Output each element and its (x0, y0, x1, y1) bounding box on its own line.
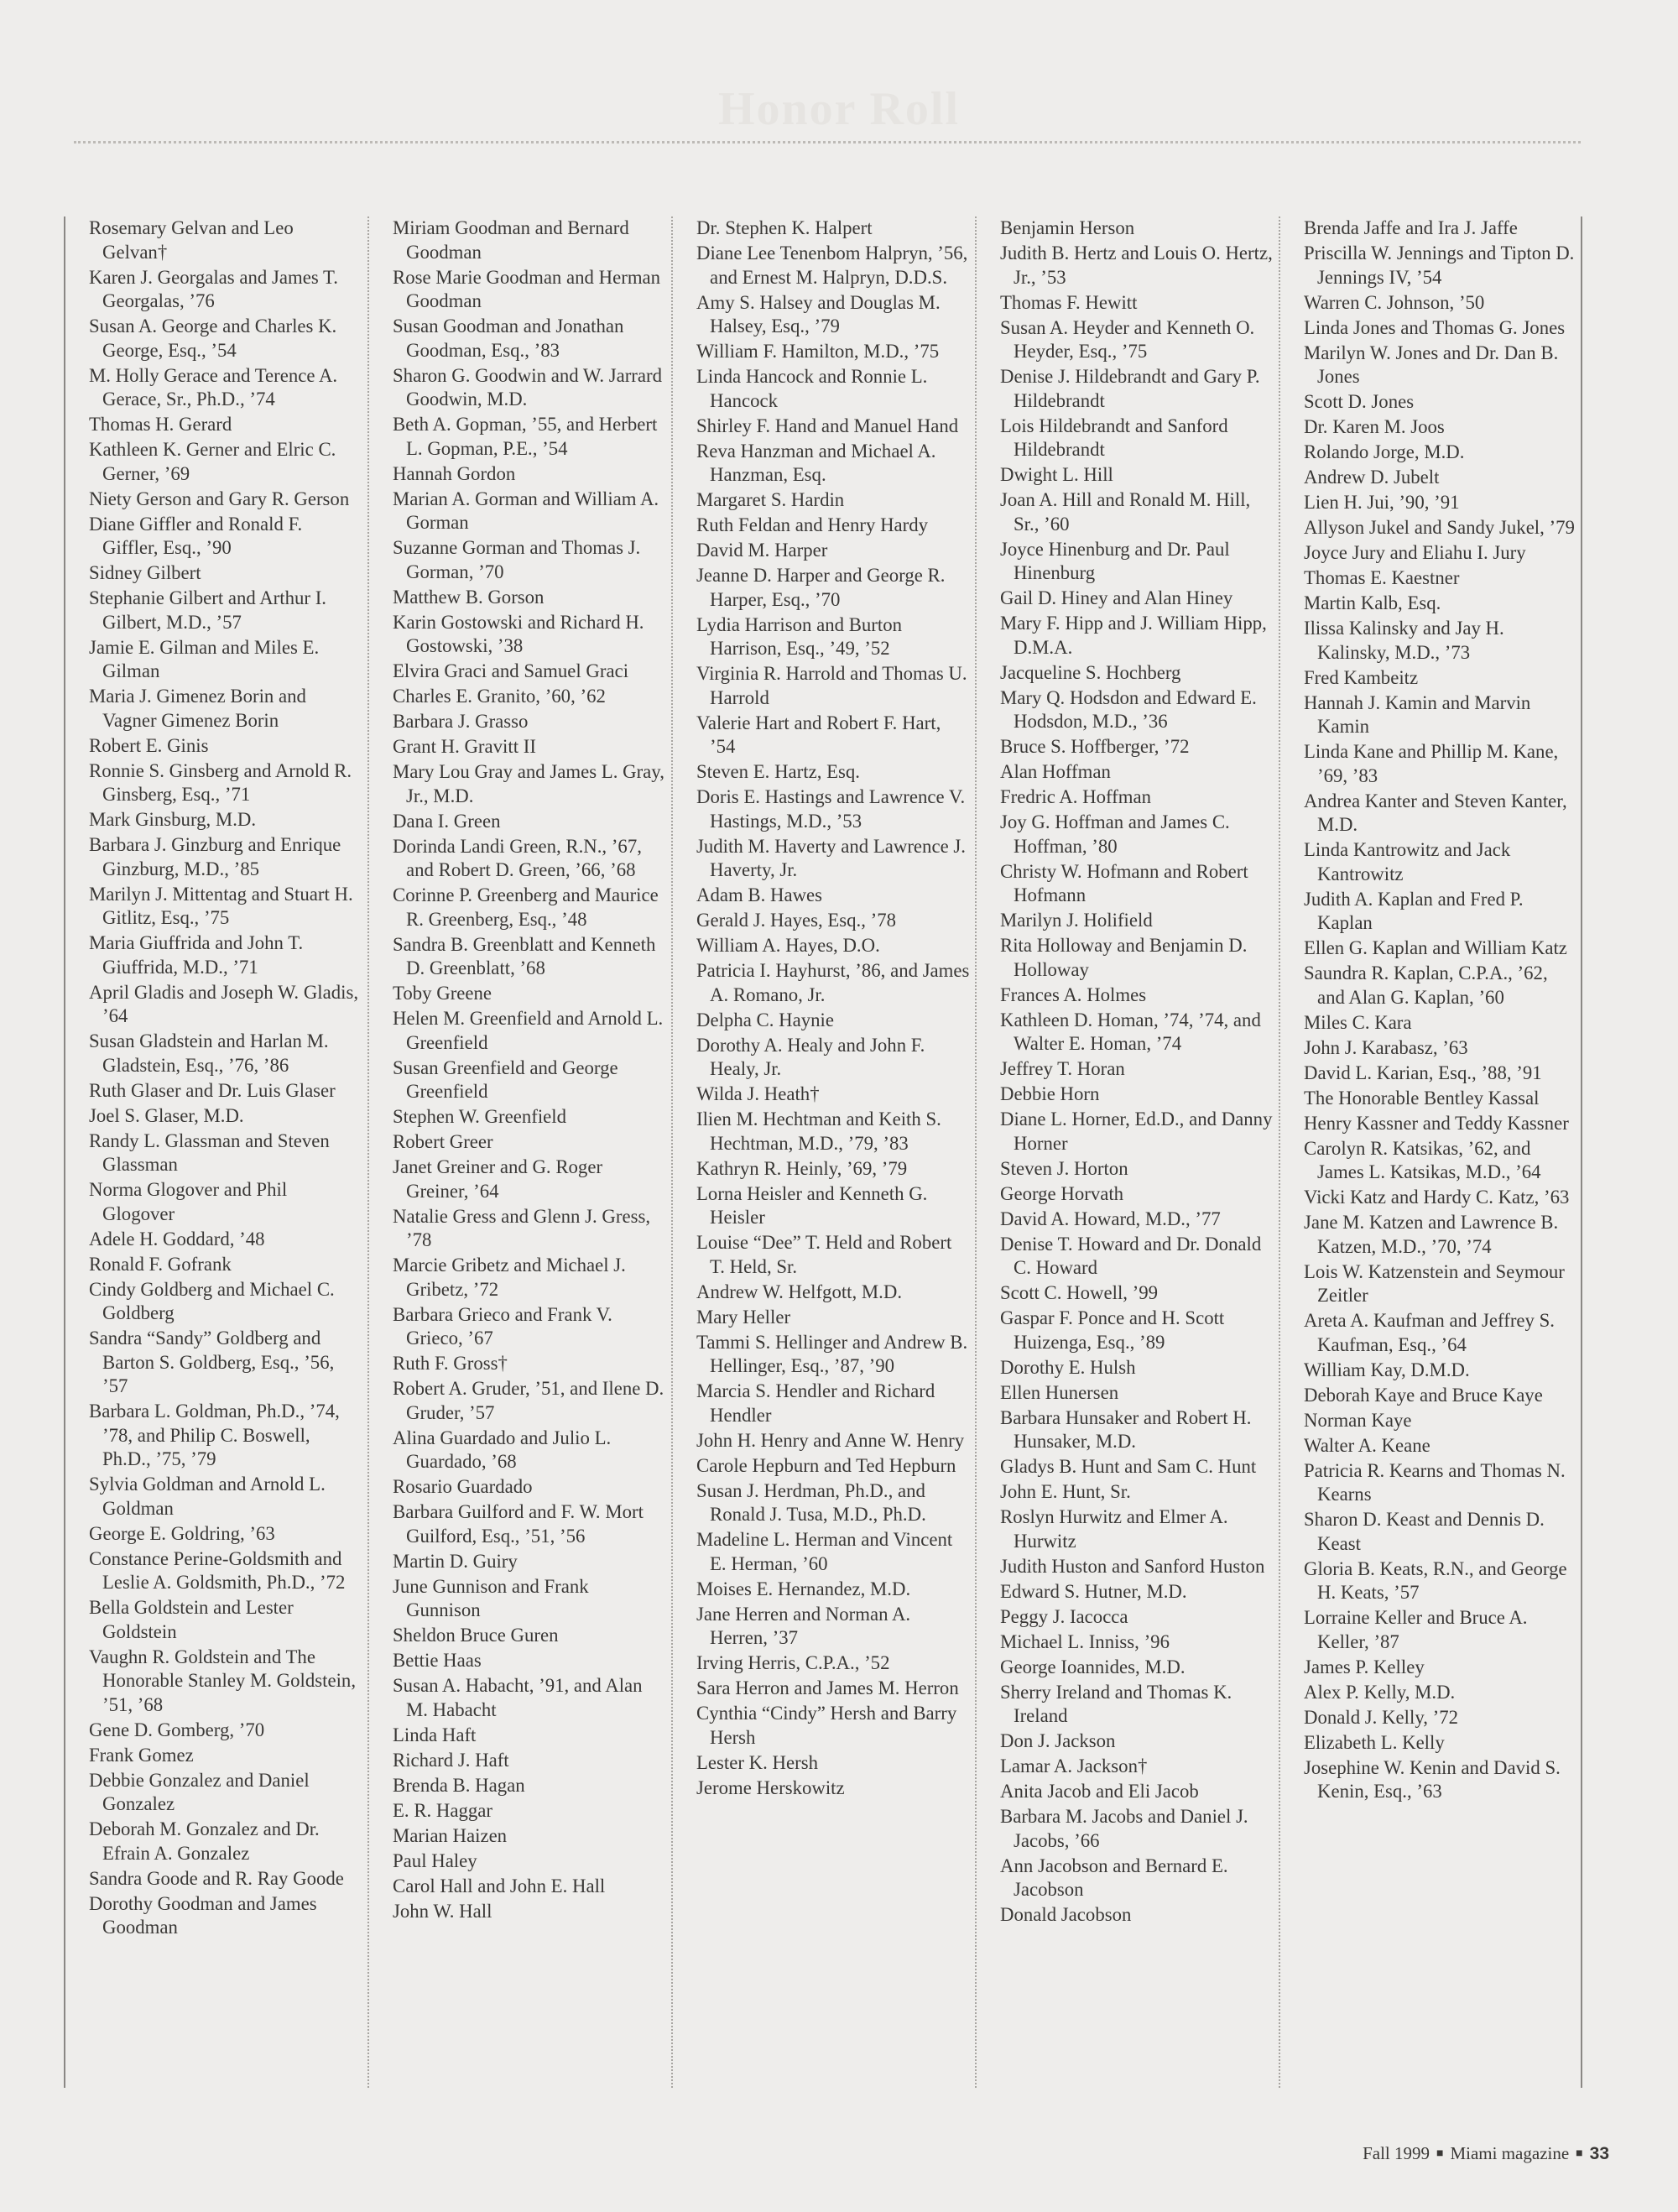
donor-entry: Adam B. Hawes (696, 884, 823, 905)
donor-entry: Susan A. George and Charles K. George, Esq., ’54 (89, 316, 337, 361)
donor-entry: Kathleen D. Homan, ’74, ’74, and Walter E. Homan, ’74 (1000, 1009, 1261, 1054)
donor-entry: Barbara J. Grasso (393, 711, 529, 732)
donor-entry: Doris E. Hastings and Lawrence V. Hastings, M.D., ’53 (696, 786, 966, 832)
donor-entry: Sandra B. Greenblatt and Kenneth D. Greenblatt, ’68 (393, 933, 656, 978)
donor-entry: Marcia S. Hendler and Richard Hendler (696, 1380, 935, 1426)
donor-entry: Susan Greenfield and George Greenfield (393, 1056, 618, 1102)
donor-entry: Judith A. Kaplan and Fred P. Kaplan (1304, 888, 1524, 933)
donor-entry: Ann Jacobson and Bernard E. Jacobson (1000, 1855, 1228, 1900)
donor-entry: Dorinda Landi Green, R.N., ’67, and Robert D. Green, ’66, ’68 (393, 835, 642, 880)
donor-entry: John W. Hall (393, 1900, 492, 1922)
donor-entry: Brenda Jaffe and Ira J. Jaffe (1304, 217, 1518, 238)
donor-entry: E. R. Haggar (393, 1799, 493, 1821)
donor-entry: Shirley F. Hand and Manuel Hand (696, 415, 959, 436)
donor-column-3 (671, 217, 975, 2088)
donor-entry: Denise J. Hildebrandt and Gary P. Hildebrandt (1000, 366, 1260, 411)
donor-column-4 (975, 217, 1279, 2088)
donor-entry: Susan J. Herdman, Ph.D., and Ronald J. Tusa, M.D., Ph.D. (696, 1479, 926, 1525)
donor-entry: Henry Kassner and Teddy Kassner (1304, 1112, 1569, 1134)
donor-entry: Dana I. Green (393, 810, 501, 832)
donor-entry: George Ioannides, M.D. (1000, 1656, 1186, 1677)
donor-entry: Amy S. Halsey and Douglas M. Halsey, Esq., ’79 (696, 291, 941, 336)
donor-entry: Marilyn J. Holifield (1000, 910, 1153, 931)
donor-entry: Carolyn R. Katsikas, ’62, and James L. Katsikas, M.D., ’64 (1304, 1137, 1541, 1182)
donor-entry: Andrea Kanter and Steven Kanter, M.D. (1304, 790, 1567, 835)
donor-entry: Mary Heller (696, 1306, 791, 1328)
donor-entry: Marcie Gribetz and Michael J. Gribetz, ’72 (393, 1255, 626, 1300)
donor-entry: Ellen G. Kaplan and William Katz (1304, 937, 1567, 958)
donor-entry: Steven J. Horton (1000, 1157, 1128, 1179)
donor-entry: Judith Huston and Sanford Huston (1000, 1555, 1265, 1577)
donor-entry: Cynthia “Cindy” Hersh and Barry Hersh (696, 1703, 957, 1748)
donor-entry: Randy L. Glassman and Steven Glassman (89, 1129, 330, 1175)
donor-entry: Moises E. Hernandez, M.D. (696, 1578, 911, 1599)
donor-entry: Walter A. Keane (1304, 1434, 1430, 1456)
donor-entry: Anita Jacob and Eli Jacob (1000, 1781, 1199, 1802)
donor-entry: Lois W. Katzenstein and Seymour Zeitler (1304, 1260, 1565, 1306)
donor-entry: Fred Kambeitz (1304, 666, 1419, 688)
donor-entry: Sandra “Sandy” Goldberg and Barton S. Goldberg, Esq., ’56, ’57 (89, 1328, 335, 1396)
donor-entry: Warren C. Johnson, ’50 (1304, 291, 1485, 313)
donor-entry: Diane Giffler and Ronald F. Giffler, Esq., ’90 (89, 513, 303, 558)
donor-entry: Sandra Goode and R. Ray Goode (89, 1867, 344, 1889)
donor-entry: Dr. Stephen K. Halpert (696, 217, 873, 238)
donor-entry: Grant H. Gravitt II (393, 736, 536, 757)
donor-entry: Gail D. Hiney and Alan Hiney (1000, 587, 1233, 608)
donor-entry: Scott C. Howell, ’99 (1000, 1282, 1159, 1303)
donor-entry: Gloria B. Keats, R.N., and George H. Keats, ’57 (1304, 1557, 1567, 1603)
donor-entry: April Gladis and Joseph W. Gladis, ’64 (89, 981, 359, 1026)
donor-entry: Helen M. Greenfield and Arnold L. Greenfield (393, 1008, 664, 1053)
donor-entry: John J. Karabasz, ’63 (1304, 1036, 1468, 1058)
donor-entry: James P. Kelley (1304, 1656, 1425, 1677)
donor-entry: Lydia Harrison and Burton Harrison, Esq., ’49, ’52 (696, 613, 903, 659)
donor-entry: Elizabeth L. Kelly (1304, 1731, 1445, 1753)
donor-entry: Alan Hoffman (1000, 761, 1111, 782)
donor-entry: Constance Perine-Goldsmith and Leslie A. Goldsmith, Ph.D., ’72 (89, 1547, 346, 1593)
donor-entry: Joel S. Glaser, M.D. (89, 1104, 244, 1126)
donor-entry: Priscilla W. Jennings and Tipton D. Jennings IV, ’54 (1304, 243, 1575, 288)
donor-entry: Sherry Ireland and Thomas K. Ireland (1000, 1681, 1232, 1726)
donor-entry: Allyson Jukel and Sandy Jukel, ’79 (1304, 517, 1575, 538)
donor-entry: Sara Herron and James M. Herron (696, 1677, 959, 1698)
donor-entry: Barbara Guilford and F. W. Mort Guilford, Esq., ’51, ’56 (393, 1501, 644, 1547)
donor-entry: Ellen Hunersen (1000, 1381, 1119, 1403)
donor-entry: Ruth F. Gross† (393, 1353, 508, 1374)
donor-entry: Niety Gerson and Gary R. Gerson (89, 488, 350, 509)
donor-entry: Maria J. Gimenez Borin and Vagner Gimenez Borin (89, 686, 306, 731)
donor-entry: Gene D. Gomberg, ’70 (89, 1719, 265, 1740)
donor-entry: Adele H. Goddard, ’48 (89, 1228, 265, 1249)
donor-entry: Gladys B. Hunt and Sam C. Hunt (1000, 1456, 1257, 1477)
donor-entry: Jeanne D. Harper and George R. Harper, Esq., ’70 (696, 565, 946, 610)
footer-season: Fall 1999 (1363, 2143, 1430, 2163)
donor-entry: Linda Kane and Phillip M. Kane, ’69, ’83 (1304, 741, 1559, 786)
faded-header-bleed: Honor Roll (717, 83, 961, 135)
donor-entry: Scott D. Jones (1304, 391, 1415, 412)
donor-entry: Sheldon Bruce Guren (393, 1625, 559, 1646)
donor-entry: Rolando Jorge, M.D. (1304, 441, 1465, 462)
donor-entry: Carol Hall and John E. Hall (393, 1875, 606, 1896)
donor-entry: Louise “Dee” T. Held and Robert T. Held, Sr. (696, 1232, 952, 1277)
donor-entry: Wilda J. Heath† (696, 1083, 820, 1104)
donor-entry: Rosemary Gelvan and Leo Gelvan† (89, 217, 294, 263)
donor-column-2 (367, 217, 671, 2088)
donor-entry: Lamar A. Jackson† (1000, 1756, 1148, 1776)
donor-entry: Patricia I. Hayhurst, ’86, and James A. Romano, Jr. (696, 960, 970, 1005)
donor-entry: Barbara Hunsaker and Robert H. Hunsaker, M.D. (1000, 1406, 1252, 1452)
donor-entry: Richard J. Haft (393, 1749, 509, 1771)
donor-entry: Cindy Goldberg and Michael C. Goldberg (89, 1278, 335, 1323)
donor-entry: Joy G. Hoffman and James C. Hoffman, ’80 (1000, 811, 1230, 857)
donor-entry: Martin D. Guiry (393, 1550, 518, 1572)
donor-entry: William Kay, D.M.D. (1304, 1359, 1470, 1380)
donor-entry: Deborah Kaye and Bruce Kaye (1304, 1384, 1543, 1406)
page-number: 33 (1589, 2144, 1609, 2163)
donor-entry: Lorna Heisler and Kenneth G. Heisler (696, 1182, 928, 1228)
donor-entry: John H. Henry and Anne W. Henry (696, 1429, 965, 1451)
donor-entry: Areta A. Kaufman and Jeffrey S. Kaufman, Esq., ’64 (1304, 1310, 1556, 1355)
donor-entry: Dr. Karen M. Joos (1304, 416, 1445, 437)
donor-entry: Rosario Guardado (393, 1476, 533, 1497)
donor-entry: Jane M. Katzen and Lawrence B. Katzen, M.D., ’70, ’74 (1304, 1212, 1559, 1257)
donor-entry: Karin Gostowski and Richard H. Gostowski, ’38 (393, 611, 644, 656)
donor-entry: Alex P. Kelly, M.D. (1304, 1681, 1456, 1703)
donor-entry: Ruth Feldan and Henry Hardy (696, 514, 929, 535)
donor-entry: Miriam Goodman and Bernard Goodman (393, 217, 629, 263)
footer-magazine: Miami magazine (1450, 2143, 1570, 2163)
donor-entry: Carole Hepburn and Ted Hepburn (696, 1454, 956, 1476)
donor-entry: John E. Hunt, Sr. (1000, 1481, 1131, 1502)
donor-entry: Ronald F. Gofrank (89, 1253, 232, 1275)
footer-bullet: ■ (1436, 2147, 1444, 2160)
donor-entry: Thomas F. Hewitt (1000, 291, 1138, 313)
donor-entry: Marian Haizen (393, 1824, 508, 1846)
donor-entry: Barbara Grieco and Frank V. Grieco, ’67 (393, 1303, 612, 1349)
donor-entry: Gerald J. Hayes, Esq., ’78 (696, 910, 897, 931)
donor-entry: Miles C. Kara (1304, 1011, 1412, 1033)
donor-entry: Janet Greiner and G. Roger Greiner, ’64 (393, 1156, 603, 1202)
donor-entry: Norman Kaye (1304, 1409, 1412, 1431)
donor-entry: Debbie Horn (1000, 1083, 1100, 1104)
donor-entry: Hannah Gordon (393, 462, 516, 484)
donor-entry: Linda Kantrowitz and Jack Kantrowitz (1304, 839, 1511, 884)
donor-entry: Robert A. Gruder, ’51, and Ilene D. Gruder, ’57 (393, 1378, 664, 1423)
donor-entry: George Horvath (1000, 1182, 1124, 1204)
donor-entry: Madeline L. Herman and Vincent E. Herman, ’60 (696, 1529, 953, 1574)
donor-entry: Denise T. Howard and Dr. Donald C. Howard (1000, 1233, 1262, 1278)
donor-entry: Sharon G. Goodwin and W. Jarrard Goodwin, M.D. (393, 364, 663, 410)
donor-entry: Paul Haley (393, 1849, 477, 1871)
donor-entry: Dorothy A. Healy and John F. Healy, Jr. (696, 1034, 925, 1079)
donor-entry: Debbie Gonzalez and Daniel Gonzalez (89, 1769, 310, 1814)
donor-entry: Joyce Jury and Eliahu I. Jury (1304, 542, 1526, 563)
donor-entry: Martin Kalb, Esq. (1304, 592, 1441, 613)
donor-entry: David M. Harper (696, 540, 828, 561)
donor-entry: Patricia R. Kearns and Thomas N. Kearns (1304, 1459, 1566, 1505)
donor-entry: Hannah J. Kamin and Marvin Kamin (1304, 691, 1531, 737)
donor-entry: June Gunnison and Frank Gunnison (393, 1575, 589, 1620)
donor-entry: Frank Gomez (89, 1744, 194, 1766)
donor-entry: Bettie Haas (393, 1650, 482, 1671)
donor-entry: Mary F. Hipp and J. William Hipp, D.M.A. (1000, 613, 1267, 658)
donor-entry: Barbara L. Goldman, Ph.D., ’74, ’78, and Philip C. Boswell, Ph.D., ’75, ’79 (89, 1401, 340, 1469)
donor-entry: Marian A. Gorman and William A. Gorman (393, 488, 659, 533)
donor-entry: Jacqueline S. Hochberg (1000, 661, 1181, 683)
donor-entry: Deborah M. Gonzalez and Dr. Efrain A. Gonzalez (89, 1818, 320, 1864)
donor-entry: Karen J. Georgalas and James T. Georgalas, ’76 (89, 266, 338, 311)
donor-entry: Benjamin Herson (1000, 217, 1135, 238)
donor-entry: Linda Hancock and Ronnie L. Hancock (696, 366, 928, 411)
donor-entry: Virginia R. Harrold and Thomas U. Harrold (696, 663, 967, 708)
donor-entry: Ilien M. Hechtman and Keith S. Hechtman, M.D., ’79, ’83 (696, 1109, 941, 1154)
donor-entry: Norma Glogover and Phil Glogover (89, 1179, 288, 1224)
donor-entry: Stephen W. Greenfield (393, 1106, 567, 1127)
donor-entry: M. Holly Gerace and Terence A. Gerace, Sr., Ph.D., ’74 (89, 364, 338, 410)
donor-entry: Dwight L. Hill (1000, 464, 1113, 485)
donor-entry: Donald J. Kelly, ’72 (1304, 1706, 1459, 1728)
donor-entry: Vicki Katz and Hardy C. Katz, ’63 (1304, 1187, 1570, 1208)
donor-entry: Charles E. Granito, ’60, ’62 (393, 686, 606, 707)
donor-entry: Lester K. Hersh (696, 1751, 818, 1773)
donor-entry: Susan A. Heyder and Kenneth O. Heyder, Esq., ’75 (1000, 316, 1255, 362)
donor-entry: Barbara M. Jacobs and Daniel J. Jacobs, ’66 (1000, 1806, 1248, 1851)
donor-entry: Dorothy E. Hulsh (1000, 1356, 1136, 1378)
donor-entry: Robert Greer (393, 1131, 493, 1152)
donor-entry: Ruth Glaser and Dr. Luis Glaser (89, 1079, 336, 1101)
donor-entry: David L. Karian, Esq., ’88, ’91 (1304, 1062, 1542, 1083)
donor-entry: Andrew D. Jubelt (1304, 467, 1440, 488)
donor-entry: Edward S. Hutner, M.D. (1000, 1580, 1187, 1602)
donor-entry: Corinne P. Greenberg and Maurice R. Greenberg, Esq., ’48 (393, 884, 659, 930)
donor-entry: Valerie Hart and Robert F. Hart, ’54 (696, 712, 941, 757)
donor-entry: Diane Lee Tenenbom Halpryn, ’56, and Ernest M. Halpryn, D.D.S. (696, 243, 968, 288)
donor-entry: Toby Greene (393, 983, 492, 1004)
donor-entry: Rose Marie Goodman and Herman Goodman (393, 266, 661, 311)
donor-entry: Mary Lou Gray and James L. Gray, Jr., M.D. (393, 761, 664, 806)
donor-entry: Lois Hildebrandt and Sanford Hildebrandt (1000, 415, 1228, 460)
donor-entry: Elvira Graci and Samuel Graci (393, 660, 629, 681)
page-footer (1363, 2143, 1609, 2164)
donor-entry: Peggy J. Iacocca (1000, 1605, 1128, 1627)
donor-entry: Reva Hanzman and Michael A. Hanzman, Esq. (696, 440, 936, 485)
donor-entry: Sidney Gilbert (89, 562, 201, 583)
donor-entry: Irving Herris, C.P.A., ’52 (696, 1652, 890, 1673)
donor-entry: Judith B. Hertz and Louis O. Hertz, Jr., ’53 (1000, 243, 1273, 288)
donor-entry: Stephanie Gilbert and Arthur I. Gilbert, M.D., ’57 (89, 587, 326, 633)
donor-entry: Delpha C. Haynie (696, 1009, 834, 1030)
donor-entry: Judith M. Haverty and Lawrence J. Haverty, Jr. (696, 835, 966, 880)
donor-entry: Bruce S. Hoffberger, ’72 (1000, 736, 1190, 757)
donor-entry: David A. Howard, M.D., ’77 (1000, 1208, 1221, 1229)
donor-entry: Donald Jacobson (1000, 1904, 1132, 1925)
donor-entry: William F. Hamilton, M.D., ’75 (696, 341, 940, 362)
donor-entry: Jane Herren and Norman A. Herren, ’37 (696, 1603, 911, 1648)
donor-entry: Joan A. Hill and Ronald M. Hill, Sr., ’60 (1000, 489, 1251, 535)
donor-entry: Lien H. Jui, ’90, ’91 (1304, 492, 1460, 513)
donor-entry: Beth A. Gopman, ’55, and Herbert L. Gopman, P.E., ’54 (393, 414, 658, 459)
donor-entry: Fredric A. Hoffman (1000, 786, 1152, 807)
donor-entry: Mark Ginsburg, M.D. (89, 809, 257, 830)
donor-entry: Michael L. Inniss, ’96 (1000, 1630, 1170, 1652)
donor-entry: Diane L. Horner, Ed.D., and Danny Horner (1000, 1109, 1273, 1154)
donor-entry: Kathleen K. Gerner and Elric C. Gerner, ’69 (89, 439, 336, 484)
donor-entry: Linda Haft (393, 1724, 477, 1745)
donor-entry: Vaughn R. Goldstein and The Honorable Stanley M. Goldstein, ’51, ’68 (89, 1646, 357, 1715)
donor-entry: Frances A. Holmes (1000, 983, 1147, 1005)
donor-entry: Susan Gladstein and Harlan M. Gladstein, Esq., ’76, ’86 (89, 1030, 329, 1076)
footer-bullet: ■ (1576, 2147, 1583, 2160)
donor-entry: Thomas E. Kaestner (1304, 567, 1460, 588)
donor-entry: Rita Holloway and Benjamin D. Holloway (1000, 935, 1248, 980)
donor-entry: Jerome Herskowitz (696, 1776, 845, 1798)
donor-entry: Barbara J. Ginzburg and Enrique Ginzburg, M.D., ’85 (89, 834, 341, 879)
donor-column-1 (64, 217, 367, 2088)
donor-entry: Don J. Jackson (1000, 1730, 1116, 1751)
donor-entry: Susan Goodman and Jonathan Goodman, Esq., ’83 (393, 316, 624, 361)
top-divider (74, 141, 1581, 143)
donor-entry: Linda Jones and Thomas G. Jones (1304, 316, 1566, 338)
donor-entry: Marilyn J. Mittentag and Stuart H. Gitlitz, Esq., ’75 (89, 883, 353, 928)
donor-entry: Kathryn R. Heinly, ’69, ’79 (696, 1157, 908, 1179)
donor-entry: Mary Q. Hodsdon and Edward E. Hodsdon, M.D., ’36 (1000, 686, 1257, 732)
donor-entry: Ronnie S. Ginsberg and Arnold R. Ginsberg, Esq., ’71 (89, 759, 352, 805)
donor-entry: George E. Goldring, ’63 (89, 1522, 275, 1544)
donor-entry: Robert E. Ginis (89, 734, 209, 756)
donor-entry: Alina Guardado and Julio L. Guardado, ’68 (393, 1427, 612, 1472)
donor-entry: Joyce Hinenburg and Dr. Paul Hinenburg (1000, 538, 1230, 583)
donor-entry: Dorothy Goodman and James Goodman (89, 1892, 317, 1938)
donor-entry: William A. Hayes, D.O. (696, 935, 880, 956)
donor-entry: Suzanne Gorman and Thomas J. Gorman, ’70 (393, 537, 641, 582)
donor-entry: Thomas H. Gerard (89, 414, 232, 435)
donor-column-5 (1279, 217, 1582, 2088)
donor-entry: Susan A. Habacht, ’91, and Alan M. Habacht (393, 1675, 643, 1720)
donor-entry: Natalie Gress and Glenn J. Gress, ’78 (393, 1205, 651, 1250)
donor-entry: Bella Goldstein and Lester Goldstein (89, 1597, 294, 1642)
donor-entry: Lorraine Keller and Bruce A. Keller, ’87 (1304, 1607, 1528, 1652)
donor-entry: Roslyn Hurwitz and Elmer A. Hurwitz (1000, 1506, 1228, 1552)
donor-columns (64, 217, 1584, 2088)
donor-entry: Marilyn W. Jones and Dr. Dan B. Jones (1304, 342, 1559, 387)
donor-entry: Saundra R. Kaplan, C.P.A., ’62, and Alan G. Kaplan, ’60 (1304, 963, 1548, 1008)
donor-entry: Matthew B. Gorson (393, 586, 545, 608)
donor-entry: Sylvia Goldman and Arnold L. Goldman (89, 1474, 326, 1519)
donor-entry: Sharon D. Keast and Dennis D. Keast (1304, 1509, 1545, 1554)
donor-entry: Brenda B. Hagan (393, 1774, 525, 1796)
donor-entry: Josephine W. Kenin and David S. Kenin, Esq., ’63 (1304, 1756, 1561, 1802)
donor-entry: Gaspar F. Ponce and H. Scott Huizenga, Esq., ’89 (1000, 1307, 1225, 1353)
donor-entry: Christy W. Hofmann and Robert Hofmann (1000, 860, 1248, 905)
donor-entry: Margaret S. Hardin (696, 489, 845, 510)
donor-entry: Andrew W. Helfgott, M.D. (696, 1281, 903, 1302)
donor-entry: Maria Giuffrida and John T. Giuffrida, M.D., ’71 (89, 932, 304, 978)
donor-entry: Tammi S. Hellinger and Andrew B. Hellinger, Esq., ’87, ’90 (696, 1331, 968, 1376)
donor-entry: The Honorable Bentley Kassal (1304, 1087, 1540, 1109)
donor-entry: Steven E. Hartz, Esq. (696, 761, 860, 782)
donor-entry: Jeffrey T. Horan (1000, 1058, 1125, 1079)
donor-entry: Ilissa Kalinsky and Jay H. Kalinsky, M.D., ’73 (1304, 618, 1504, 663)
donor-entry: Jamie E. Gilman and Miles E. Gilman (89, 636, 320, 681)
